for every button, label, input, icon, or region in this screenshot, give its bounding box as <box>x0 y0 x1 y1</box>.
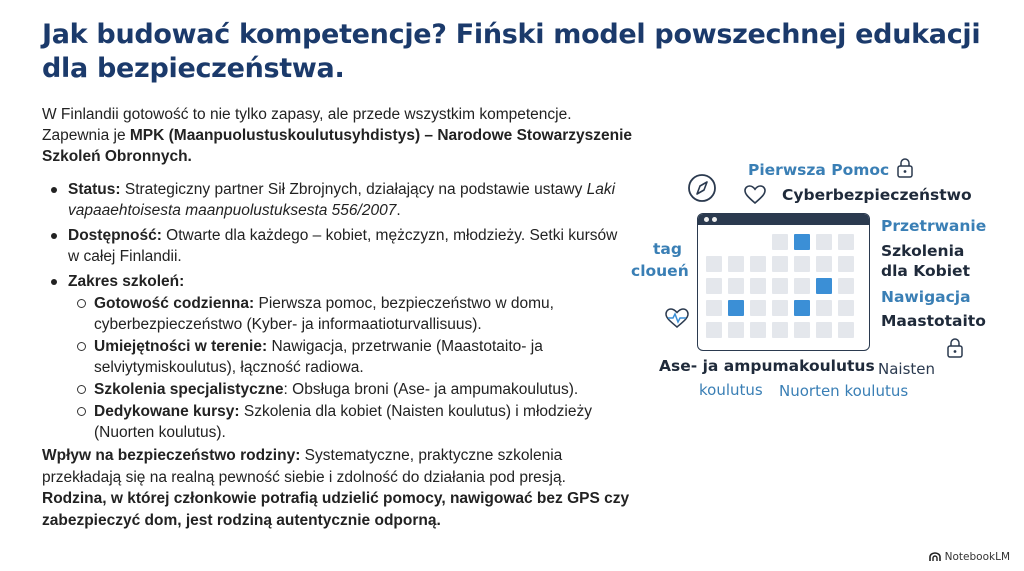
label-women-2: dla Kobiet <box>881 262 970 280</box>
bullet-scope <box>42 271 632 443</box>
intro-text: W Finlandii gotowość to nie tylko zapasy, ale przede wszystkim kompetencje. Zapewnia je <box>42 106 572 144</box>
calendar-grid <box>706 234 854 338</box>
content-column <box>42 104 632 447</box>
scope-sublist <box>68 293 632 443</box>
impact-bold: Rodzina, w której członkowie potrafią udzielić pomocy, nawigować bez GPS czy zabezpieczyć dom, jest rodziną autentycznie odporną. <box>42 490 630 529</box>
intro-paragraph <box>42 104 632 167</box>
lock-icon <box>946 337 964 359</box>
heart-icon <box>743 184 767 206</box>
access-text: Otwarte dla każdego – kobiet, mężczyzn, młodzieży. Setki kursów w całej Finlandii. <box>68 227 618 265</box>
sub-item <box>68 336 632 378</box>
training-illustration <box>620 150 1000 420</box>
status-act: Laki vapaaehtoisesta maanpuolustuksesta 556/2007 <box>68 181 616 219</box>
sub-text: : Obsługa broni (Ase- ja ampumakoulutus). <box>283 381 579 398</box>
label-field: Maastotaito <box>881 312 986 330</box>
label-survival: Przetrwanie <box>881 217 987 235</box>
sub-label: Szkolenia specjalistyczne <box>94 381 284 398</box>
impact-label: Wpływ na bezpieczeństwo rodziny: <box>42 447 301 464</box>
calendar-header <box>698 214 869 225</box>
sub-text: Szkolenia dla kobiet (Naisten koulutus) i młodzieży (Nuorten koulutus). <box>94 403 592 441</box>
status-text: Strategiczny partner Sił Zbrojnych, działający na podstawie ustawy <box>120 181 587 198</box>
lock-icon <box>896 157 914 179</box>
access-label: Dostępność: <box>68 227 162 244</box>
sub-text: Nawigacja, przetrwanie (Maastotaito- ja selviytymiskoulutus), łączność radiowa. <box>94 338 543 376</box>
footer-label: NotebookLM <box>944 551 1010 563</box>
page-title: Jak budować kompetencje? Fiński model powszechnej edukacji dla bezpieczeństwa. <box>42 19 981 84</box>
impact-paragraph <box>42 445 632 531</box>
scope-label: Zakres szkoleń: <box>68 273 185 290</box>
sub-item <box>68 401 632 443</box>
label-youth: Nuorten koulutus <box>779 382 909 400</box>
compass-icon <box>686 172 718 204</box>
impact-text: Systematyczne, praktyczne szkolenia przekładają się na realną pewność siebie i zdolność do działania pod presją. <box>42 447 566 486</box>
heartbeat-icon <box>664 307 690 329</box>
label-clouen: clouеń <box>631 262 689 280</box>
sub-label: Gotowość codzienna: <box>94 295 255 312</box>
status-end: . <box>396 202 401 219</box>
label-cyber: Cyberbezpieczeństwo <box>782 186 972 204</box>
label-navigation: Nawigacja <box>881 288 971 306</box>
intro-bold: MPK (Maanpuolustuskoulutusyhdistys) – Narodowe Stowarzyszenie Szkoleń Obronnych. <box>42 127 632 165</box>
sub-label: Umiejętności w terenie: <box>94 338 268 355</box>
sub-text: Pierwsza pomoc, bezpieczeństwo w domu, cyberbezpieczeństwo (Kyber- ja informaatioturvallisuus). <box>94 295 554 333</box>
sub-label: Dedykowane kursy: <box>94 403 240 420</box>
label-tag: tag <box>653 240 682 258</box>
bullet-list <box>42 179 632 443</box>
footer-brand <box>929 551 1010 563</box>
label-naisten: Naisten <box>878 360 936 378</box>
calendar-graphic <box>697 213 870 351</box>
label-weapons: Ase- ja ampumakoulutus <box>659 357 875 375</box>
label-first-aid: Pierwsza Pomoc <box>748 161 890 179</box>
bullet-status <box>42 179 632 221</box>
status-label: Status: <box>68 181 121 198</box>
label-koulutus: koulutus <box>699 381 763 399</box>
notebooklm-logo-icon <box>929 552 941 562</box>
bullet-access <box>42 225 632 267</box>
sub-item <box>68 379 632 400</box>
sub-item <box>68 293 632 335</box>
label-women-1: Szkolenia <box>881 242 965 260</box>
